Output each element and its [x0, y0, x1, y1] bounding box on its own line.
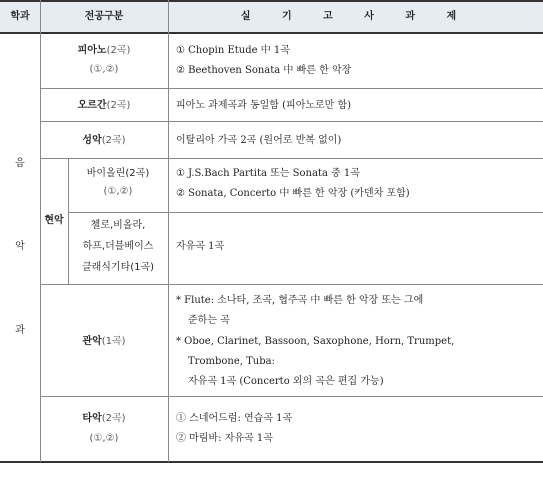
- strings-label: 현악: [44, 215, 64, 226]
- organ-count: (2곡): [106, 100, 131, 111]
- violin-sub: (①,②): [103, 186, 133, 197]
- violin-item: ② Sonata, Concerto 中 빠른 한 악장 (카덴차 포함): [176, 188, 410, 199]
- piano-label: [40, 44, 168, 57]
- organ-item: 피아노 과제곡과 동일함 (피아노로만 함): [176, 100, 352, 111]
- row-divider: [40, 284, 543, 285]
- percussion-count: (2곡): [101, 413, 126, 424]
- row-divider: [40, 158, 543, 159]
- row-divider: [40, 396, 543, 397]
- other-strings-label: 첼로,비올라,: [90, 220, 146, 231]
- winds-name: 관악: [82, 336, 102, 347]
- winds-item: 자유곡 1곡 (Concerto 외의 곡은 편집 가능): [188, 376, 384, 387]
- piano-sub: (①,②): [89, 64, 119, 75]
- dept-name-char: 음: [15, 158, 25, 169]
- piano-name: 피아노: [77, 45, 107, 56]
- header-bottom-border: [0, 32, 543, 34]
- table-bottom-border: [0, 461, 543, 463]
- percussion-label: [40, 412, 168, 425]
- winds-item: * Oboe, Clarinet, Bassoon, Saxophone, Horn, Trumpet,: [176, 336, 455, 347]
- dept-name-char: 과: [15, 325, 25, 336]
- percussion-item: ① 스네어드럼: 연습곡 1곡: [176, 413, 293, 424]
- violin-label: 바이올린(2곡): [86, 168, 150, 179]
- col-divider-2: [168, 0, 169, 462]
- percussion-name: 타악: [82, 413, 102, 424]
- other-strings-item: 자유곡 1곡: [176, 241, 225, 252]
- winds-item: 준하는 곡: [188, 315, 230, 326]
- winds-label: [40, 335, 168, 348]
- winds-item: * Flute: 소나타, 조곡, 협주곡 中 빠른 한 악장 또는 그에: [176, 295, 424, 306]
- row-divider: [68, 212, 543, 213]
- vocal-item: 이탈리아 가곡 2곡 (원어로 반복 없이): [176, 135, 342, 146]
- piano-item: ① Chopin Etude 中 1곡: [176, 45, 290, 56]
- piano-item: ② Beethoven Sonata 中 빠른 한 악장: [176, 65, 352, 76]
- piano-count: (2곡): [106, 45, 131, 56]
- header-dept: 학과: [10, 11, 30, 22]
- other-strings-label: 클래식기타(1곡): [81, 262, 155, 273]
- organ-name: 오르간: [77, 100, 107, 111]
- vocal-count: (2곡): [101, 135, 126, 146]
- header-category: 전공구분: [84, 11, 124, 22]
- percussion-sub: (①,②): [89, 433, 119, 444]
- dept-name-char: 악: [15, 241, 25, 252]
- organ-label: [40, 99, 168, 112]
- header-task: 실 기 고 사 과 제: [240, 11, 471, 22]
- other-strings-label: 하프,더블베이스: [82, 241, 154, 252]
- row-divider: [40, 88, 543, 89]
- table-top-border: [0, 0, 543, 2]
- percussion-item: ② 마림바: 자유곡 1곡: [176, 433, 273, 444]
- winds-count: (1곡): [101, 336, 126, 347]
- winds-item: Trombone, Tuba:: [188, 356, 275, 367]
- vocal-label: [40, 134, 168, 147]
- row-divider: [40, 121, 543, 122]
- violin-item: ① J.S.Bach Partita 또는 Sonata 중 1곡: [176, 168, 360, 179]
- vocal-name: 성악: [82, 135, 102, 146]
